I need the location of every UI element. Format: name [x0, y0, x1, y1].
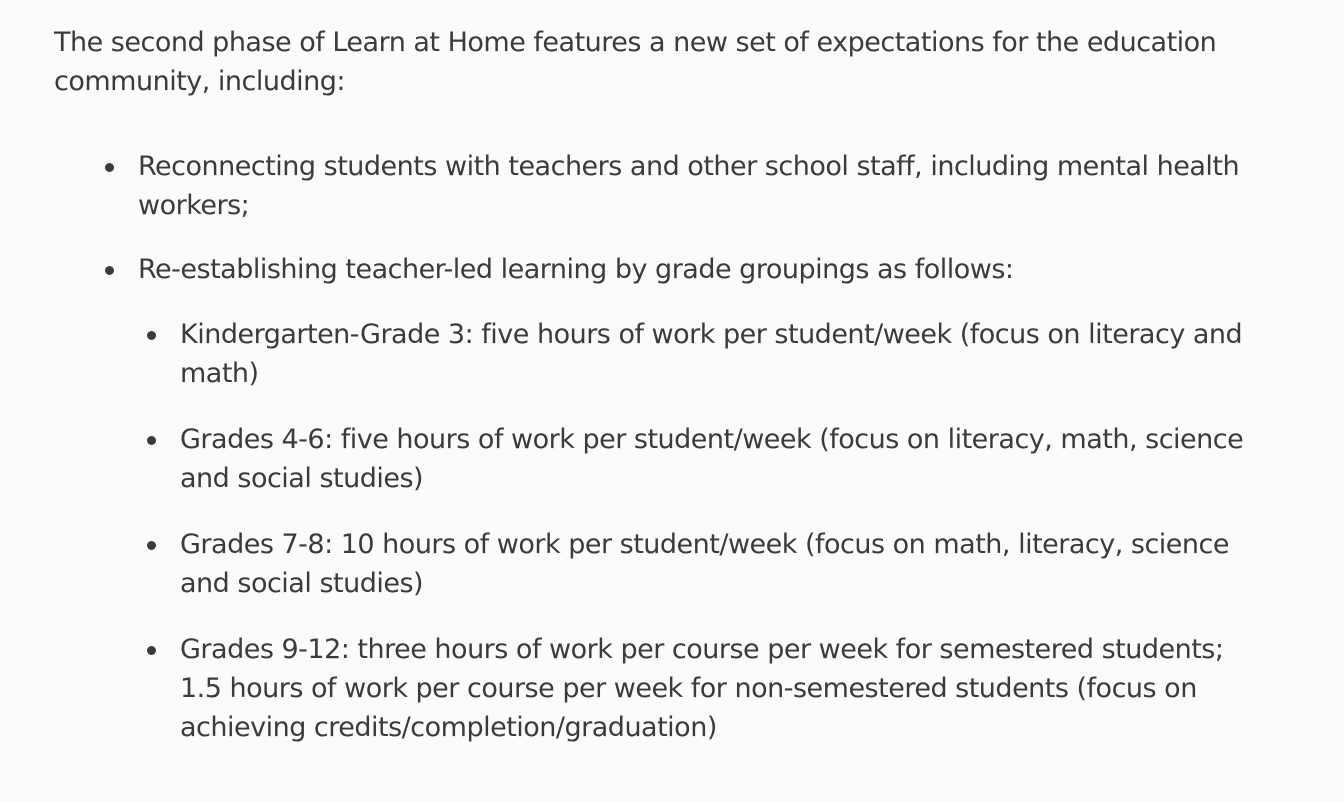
- list-item-text: Re-establishing teacher-led learning by grade groupings as follows:: [138, 254, 1014, 285]
- bullet-icon: [147, 541, 156, 550]
- list-item: [54, 250, 1254, 747]
- list-item-text: Grades 9-12: three hours of work per course per week for semestered students; 1.5 hours of work per course per week for non-semestered students (focus on achieving credits/completion/graduation): [180, 634, 1224, 743]
- intro-paragraph: The second phase of Learn at Home features a new set of expectations for the education community, including:: [54, 27, 1217, 97]
- list-item: [138, 525, 1254, 603]
- list-item: [138, 315, 1254, 393]
- grade-groupings-list: [138, 315, 1254, 747]
- bullet-icon: [105, 163, 114, 172]
- expectations-list: [54, 147, 1254, 747]
- list-item: [138, 630, 1254, 747]
- list-item-text: Kindergarten-Grade 3: five hours of work per student/week (focus on literacy and math): [180, 319, 1243, 389]
- list-item-text: Grades 7-8: 10 hours of work per student/week (focus on math, literacy, science and social studies): [180, 529, 1229, 599]
- bullet-icon: [147, 436, 156, 445]
- article-content: [54, 23, 1254, 747]
- bullet-icon: [147, 331, 156, 340]
- list-item-text: Grades 4-6: five hours of work per student/week (focus on literacy, math, science and social studies): [180, 424, 1244, 494]
- bullet-icon: [105, 266, 114, 275]
- list-item: [54, 147, 1254, 225]
- list-item: [138, 420, 1254, 498]
- list-item-text: Reconnecting students with teachers and other school staff, including mental health workers;: [138, 151, 1240, 221]
- bullet-icon: [147, 646, 156, 655]
